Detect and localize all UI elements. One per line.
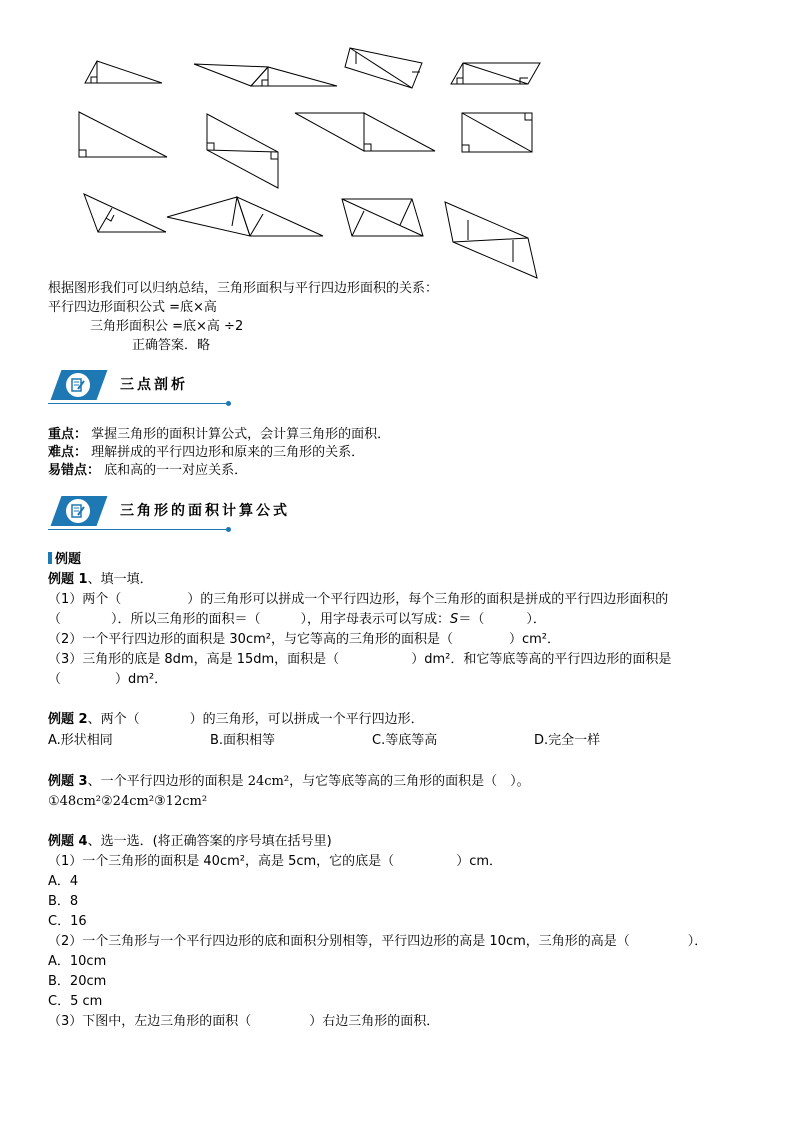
figure-right-triangle-small [85, 61, 162, 83]
key-label: 重点： [48, 427, 88, 442]
figure-two-triangles-joined [194, 64, 337, 86]
pencil-note-icon [66, 499, 90, 523]
example-3-question: 例题 3、一个平行四边形的面积是 24cm²，与它等底等高的三角形的面积是（ ）。 [48, 774, 530, 789]
key-text: 掌握三角形的面积计算公式，会计算三角形的面积． [91, 427, 391, 442]
section-banner-analysis [48, 370, 232, 406]
example-3-options: ①48cm²②24cm²③12cm² [48, 794, 208, 809]
example-2-option-c: C.等底等高 [372, 733, 438, 748]
hard-point [48, 444, 364, 462]
section-marker-icon [48, 552, 52, 564]
example-4-q3: （3）下图中，左边三角形的面积（ ）右边三角形的面积． [48, 1014, 440, 1029]
figure-parallelogram-two-triangles [342, 199, 423, 236]
example-1-q1-line2: （ ）．所以三角形的面积＝（ ），用字母表示可以写成：S＝（ ）． [48, 612, 546, 627]
hard-text: 理解拼成的平行四边形和原来的三角形的关系． [91, 445, 365, 460]
example-4-q2: （2）一个三角形与一个平行四边形的底和面积分别相等，平行四边形的高是 10cm，三角形的高是（ ）． [48, 934, 708, 949]
triangle-figures [0, 0, 794, 290]
example-4-q2-option-c: C．5 cm [48, 994, 103, 1009]
example-4-title: 例题 4、选一选．(将正确答案的序号填在括号里) [48, 834, 332, 849]
key-point [48, 426, 390, 444]
example-1-title: 例题 1、填一填． [48, 572, 153, 587]
example-1-q3-line1: （3）三角形的底是 8dm，高是 15dm，面积是（ ）dm²．和它等底等高的平行四边形的面积是 [48, 652, 672, 667]
figure-two-right-triangles [295, 113, 435, 151]
example-2-question: 例题 2、两个（ ）的三角形，可以拼成一个平行四边形． [48, 712, 424, 727]
example-4-q1-option-b: B．8 [48, 894, 79, 909]
figure-parallelogram-rotated [345, 48, 422, 88]
example-2-option-b: B.面积相等 [210, 733, 276, 748]
pencil-note-icon [66, 373, 90, 397]
summary-answer: 正确答案．略 [132, 338, 211, 353]
hard-label: 难点： [48, 445, 88, 460]
figure-parallelogram-tilted [445, 202, 537, 278]
section-title: 三点剖析 [120, 377, 188, 393]
examples-heading: 例题 [48, 551, 81, 569]
figure-rectangle-diagonal [462, 113, 532, 152]
error-text: 底和高的一一对应关系． [104, 463, 248, 478]
section-banner-formula [48, 496, 318, 532]
example-4-q1-option-a: A．4 [48, 874, 79, 889]
error-label: 易错点： [48, 463, 101, 478]
figure-two-obtuse-triangles [167, 197, 323, 236]
triangle-formula: 三角形面积公 =底×高 ÷2 [90, 319, 244, 334]
example-2-option-a: A.形状相同 [48, 733, 113, 748]
summary-intro: 根据图形我们可以归纳总结，三角形面积与平行四边形面积的关系： [48, 281, 439, 296]
figure-triangle-with-height [84, 194, 166, 232]
figure-right-triangle-large [79, 112, 167, 157]
section-title: 三角形的面积计算公式 [120, 503, 290, 519]
example-4-q1: （1）一个三角形的面积是 40cm²，高是 5cm，它的底是（ ）cm． [48, 854, 502, 869]
figure-parallelogram-diagonal [451, 63, 540, 84]
example-4-q2-option-a: A．10cm [48, 954, 107, 969]
example-4-q1-option-c: C．16 [48, 914, 87, 929]
example-4-q2-option-b: B．20cm [48, 974, 107, 989]
error-point [48, 462, 247, 480]
figure-rotated-composite [207, 114, 278, 188]
example-1-q1-line1: （1）两个（ ）的三角形可以拼成一个平行四边形，每个三角形的面积是拼成的平行四边形面积的 [48, 592, 669, 607]
parallelogram-formula: 平行四边形面积公式 =底×高 [48, 300, 217, 315]
example-2-option-d: D.完全一样 [534, 733, 601, 748]
example-1-q2: （2）一个平行四边形的面积是 30cm²，与它等高的三角形的面积是（ ）cm²． [48, 632, 560, 647]
example-1-q3-line2: （ ）dm²． [48, 672, 168, 687]
